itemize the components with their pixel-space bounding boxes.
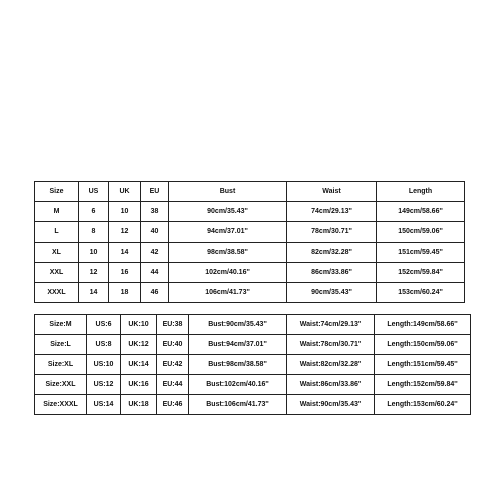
table-cell: L [35, 222, 79, 242]
table-cell: 106cm/41.73'' [169, 282, 287, 302]
table-cell: Bust:102cm/40.16'' [189, 375, 287, 395]
table-cell: US:10 [87, 355, 121, 375]
table-cell: 46 [141, 282, 169, 302]
table-cell: 14 [79, 282, 109, 302]
table-cell: 42 [141, 242, 169, 262]
size-chart-table [34, 181, 465, 303]
table-row [35, 262, 465, 282]
table-cell: 90cm/35.43'' [287, 282, 377, 302]
table-cell: EU:38 [157, 315, 189, 335]
table-cell: EU:46 [157, 395, 189, 415]
header-cell: Length [377, 182, 465, 202]
table-cell: Bust:98cm/38.58'' [189, 355, 287, 375]
table-cell: Length:152cm/59.84'' [375, 375, 471, 395]
table-cell: Size:XXXL [35, 395, 87, 415]
table-cell: XXL [35, 262, 79, 282]
table-row [35, 242, 465, 262]
table-cell: 151cm/59.45'' [377, 242, 465, 262]
table-cell: 12 [79, 262, 109, 282]
table-cell: EU:44 [157, 375, 189, 395]
table-cell: 153cm/60.24'' [377, 282, 465, 302]
header-cell: US [79, 182, 109, 202]
size-chart-labeled-table [34, 314, 471, 415]
table-cell: 74cm/29.13'' [287, 202, 377, 222]
table-cell: 86cm/33.86'' [287, 262, 377, 282]
table-cell: US:12 [87, 375, 121, 395]
table-cell: 94cm/37.01'' [169, 222, 287, 242]
table-cell: 6 [79, 202, 109, 222]
table-cell: UK:14 [121, 355, 157, 375]
table-cell: 82cm/32.28'' [287, 242, 377, 262]
table-cell: 16 [109, 262, 141, 282]
table-row [35, 395, 471, 415]
table-cell: UK:18 [121, 395, 157, 415]
table-cell: Size:M [35, 315, 87, 335]
table-row [35, 335, 471, 355]
table-cell: Size:L [35, 335, 87, 355]
table-cell: Bust:94cm/37.01'' [189, 335, 287, 355]
table-cell: 8 [79, 222, 109, 242]
table-cell: EU:42 [157, 355, 189, 375]
table-cell: Bust:106cm/41.73'' [189, 395, 287, 415]
table-row [35, 282, 465, 302]
table-row [35, 315, 471, 335]
table-cell: Length:153cm/60.24'' [375, 395, 471, 415]
table-cell: Length:150cm/59.06'' [375, 335, 471, 355]
table-cell: UK:10 [121, 315, 157, 335]
table-cell: 149cm/58.66'' [377, 202, 465, 222]
table-cell: EU:40 [157, 335, 189, 355]
table-cell: US:8 [87, 335, 121, 355]
table-cell: 90cm/35.43'' [169, 202, 287, 222]
header-cell: Size [35, 182, 79, 202]
table-cell: Length:149cm/58.66'' [375, 315, 471, 335]
table-cell: UK:12 [121, 335, 157, 355]
header-cell: Bust [169, 182, 287, 202]
table-cell: US:6 [87, 315, 121, 335]
table-cell: 10 [79, 242, 109, 262]
table-cell: 38 [141, 202, 169, 222]
table-cell: 150cm/59.06'' [377, 222, 465, 242]
table-cell: 98cm/38.58'' [169, 242, 287, 262]
table-cell: 10 [109, 202, 141, 222]
table-cell: XXXL [35, 282, 79, 302]
table-cell: Waist:90cm/35.43'' [287, 395, 375, 415]
table-row [35, 355, 471, 375]
table-cell: Waist:86cm/33.86'' [287, 375, 375, 395]
table-cell: Bust:90cm/35.43'' [189, 315, 287, 335]
header-cell: Waist [287, 182, 377, 202]
table-cell: 18 [109, 282, 141, 302]
table-cell: 40 [141, 222, 169, 242]
table-cell: 102cm/40.16'' [169, 262, 287, 282]
table-cell: Size:XXL [35, 375, 87, 395]
table-cell: Waist:78cm/30.71'' [287, 335, 375, 355]
table-header-row [35, 182, 465, 202]
table-cell: Waist:82cm/32.28'' [287, 355, 375, 375]
header-cell: UK [109, 182, 141, 202]
table-row [35, 222, 465, 242]
table-cell: Length:151cm/59.45'' [375, 355, 471, 375]
table-cell: 14 [109, 242, 141, 262]
table-cell: Size:XL [35, 355, 87, 375]
table-cell: XL [35, 242, 79, 262]
table-cell: 152cm/59.84'' [377, 262, 465, 282]
header-cell: EU [141, 182, 169, 202]
table-cell: 12 [109, 222, 141, 242]
table-cell: Waist:74cm/29.13'' [287, 315, 375, 335]
table-cell: 44 [141, 262, 169, 282]
table-cell: 78cm/30.71'' [287, 222, 377, 242]
table-row [35, 375, 471, 395]
table-cell: UK:16 [121, 375, 157, 395]
table-cell: US:14 [87, 395, 121, 415]
table-cell: M [35, 202, 79, 222]
table-row [35, 202, 465, 222]
